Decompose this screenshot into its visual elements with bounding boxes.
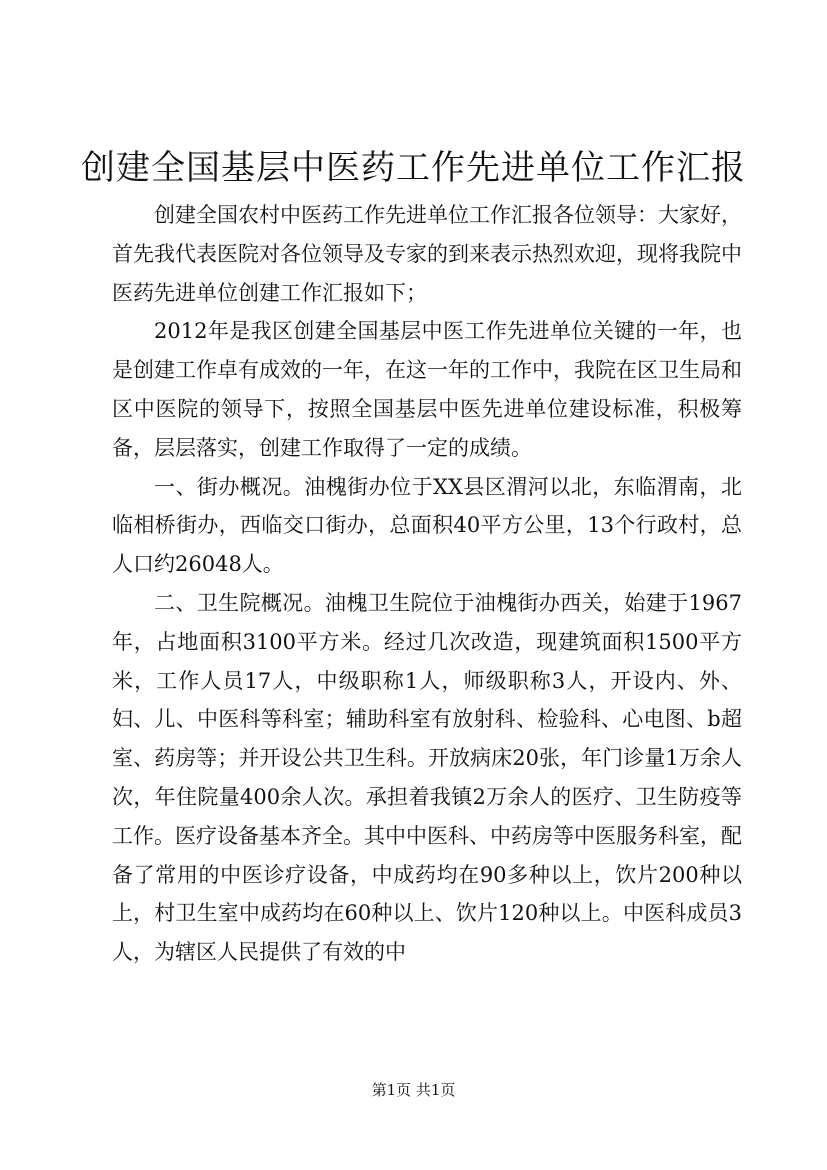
paragraph-street-overview: 一、街办概况。油槐街办位于XX县区渭河以北，东临渭南，北临相桥街办，西临交口街办，总面积40平方公里，13个行政村，总人口约26048人。 bbox=[112, 474, 742, 577]
document-body bbox=[112, 196, 742, 972]
paragraph-2012-summary: 2012年是我区创建全国基层中医工作先进单位关键的一年，也是创建工作卓有成效的一年，在这一年的工作中，我院在区卫生局和区中医院的领导下，按照全国基层中医先进单位建设标准，积极筹备，层层落实，创建工作取得了一定的成绩。 bbox=[112, 319, 742, 460]
page-number-footer: 第1页 共1页 bbox=[371, 1081, 456, 1099]
document-title: 创建全国基层中医药工作先进单位工作汇报 bbox=[81, 148, 746, 188]
paragraph-hospital-overview: 二、卫生院概况。油槐卫生院位于油槐街办西关，始建于1967年，占地面积3100平方米。经过几次改造，现建筑面积1500平方米，工作人员17人，中级职称1人，师级职称3人，开设内、外、妇、儿、中医科等科室；辅助科室有放射科、检验科、心电图、b超室、药房等；并开设公共卫生科。开放病床20张，年门诊量1万余人次，年住院量400余人次。承担着我镇2万余人的医疗、卫生防疫等工作。医疗设备基本齐全。其中中医科、中药房等中医服务科室，配备了常用的中医诊疗设备，中成药均在90多种以上，饮片200种以上，村卫生室中成药均在60种以上、饮片120种以上。中医科成员3人，为辖区人民提供了有效的中 bbox=[112, 590, 742, 965]
paragraph-intro: 创建全国农村中医药工作先进单位工作汇报各位领导：大家好，首先我代表医院对各位领导及专家的到来表示热烈欢迎，现将我院中医药先进单位创建工作汇报如下； bbox=[112, 203, 742, 305]
